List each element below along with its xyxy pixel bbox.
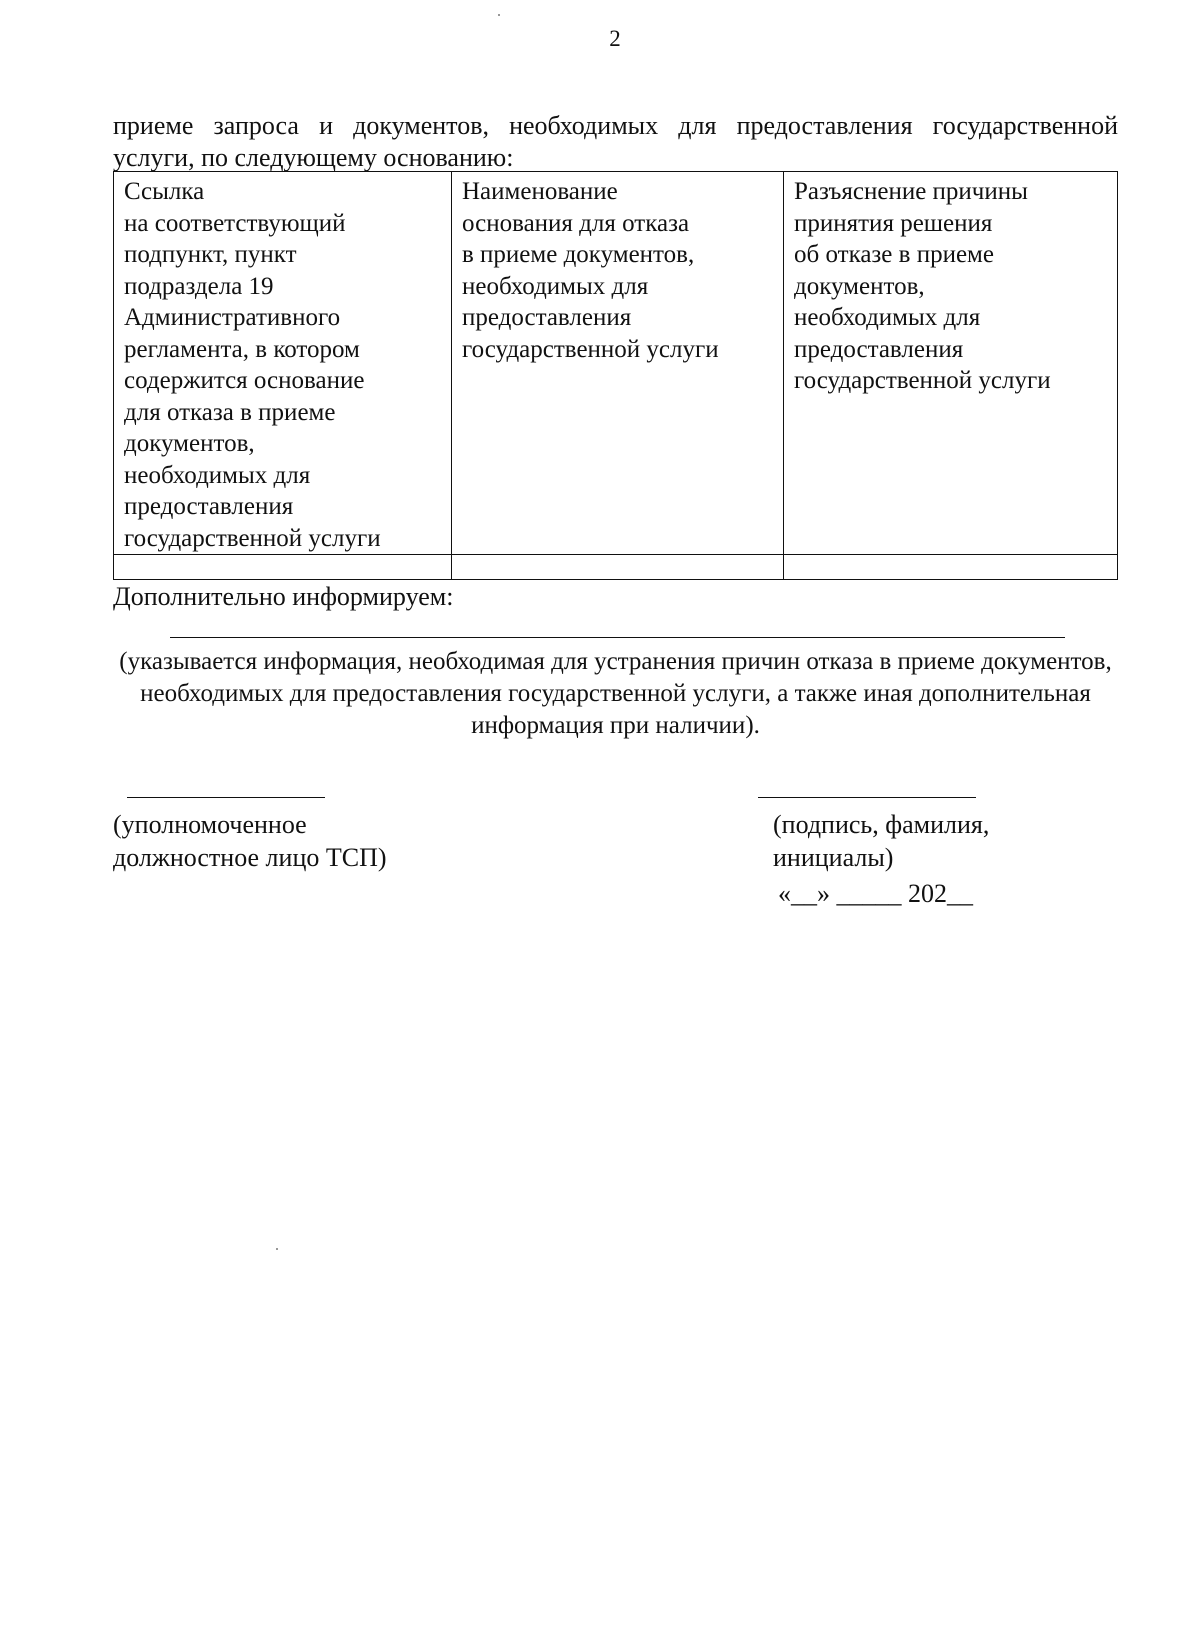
additional-info-field-line[interactable] (170, 637, 1065, 638)
refusal-table (113, 171, 1118, 580)
official-signature-line[interactable] (127, 797, 325, 798)
scan-speck (498, 14, 500, 16)
scan-speck (276, 1248, 278, 1250)
intro-line-2: услуги, по следующему основанию: (113, 143, 514, 172)
signature-name-line[interactable] (758, 797, 976, 798)
signature-caption: (подпись, фамилия, инициалы) (773, 810, 990, 872)
table-header-explanation: Разъяснение причины принятия решения об отказе в приеме документов, необходимых для предоставления государственной услуги (784, 172, 1118, 555)
page-number: 2 (609, 26, 621, 51)
table-header-reference: Ссылка на соответствующий подпункт, пункт подраздела 19 Административного регламента, в котором содержится основание для отказа в приеме документов, необходимых для предоставления государственной услуги (114, 172, 452, 555)
signature-date: «__» _____ 202__ (778, 879, 973, 908)
table-row (114, 555, 1118, 580)
additional-info-note: (указывается информация, необходимая для устранения причин отказа в приеме документов, необходимых для предоставления государственной услуги, а также иная дополнительная информация при наличии). (119, 648, 1112, 739)
additional-info-label: Дополнительно информируем: (113, 582, 454, 611)
table-cell-ground-name[interactable] (452, 555, 784, 580)
table-header-ground-name: Наименование основания для отказа в приеме документов, необходимых для предоставления государственной услуги (452, 172, 784, 555)
table-header-row (114, 172, 1118, 555)
table-cell-reference[interactable] (114, 555, 452, 580)
official-caption: (уполномоченное должностное лицо ТСП) (113, 810, 387, 872)
table-cell-explanation[interactable] (784, 555, 1118, 580)
intro-paragraph (113, 110, 1118, 174)
intro-line-1: приеме запроса и документов, необходимых для предоставления государственной (113, 111, 1118, 140)
